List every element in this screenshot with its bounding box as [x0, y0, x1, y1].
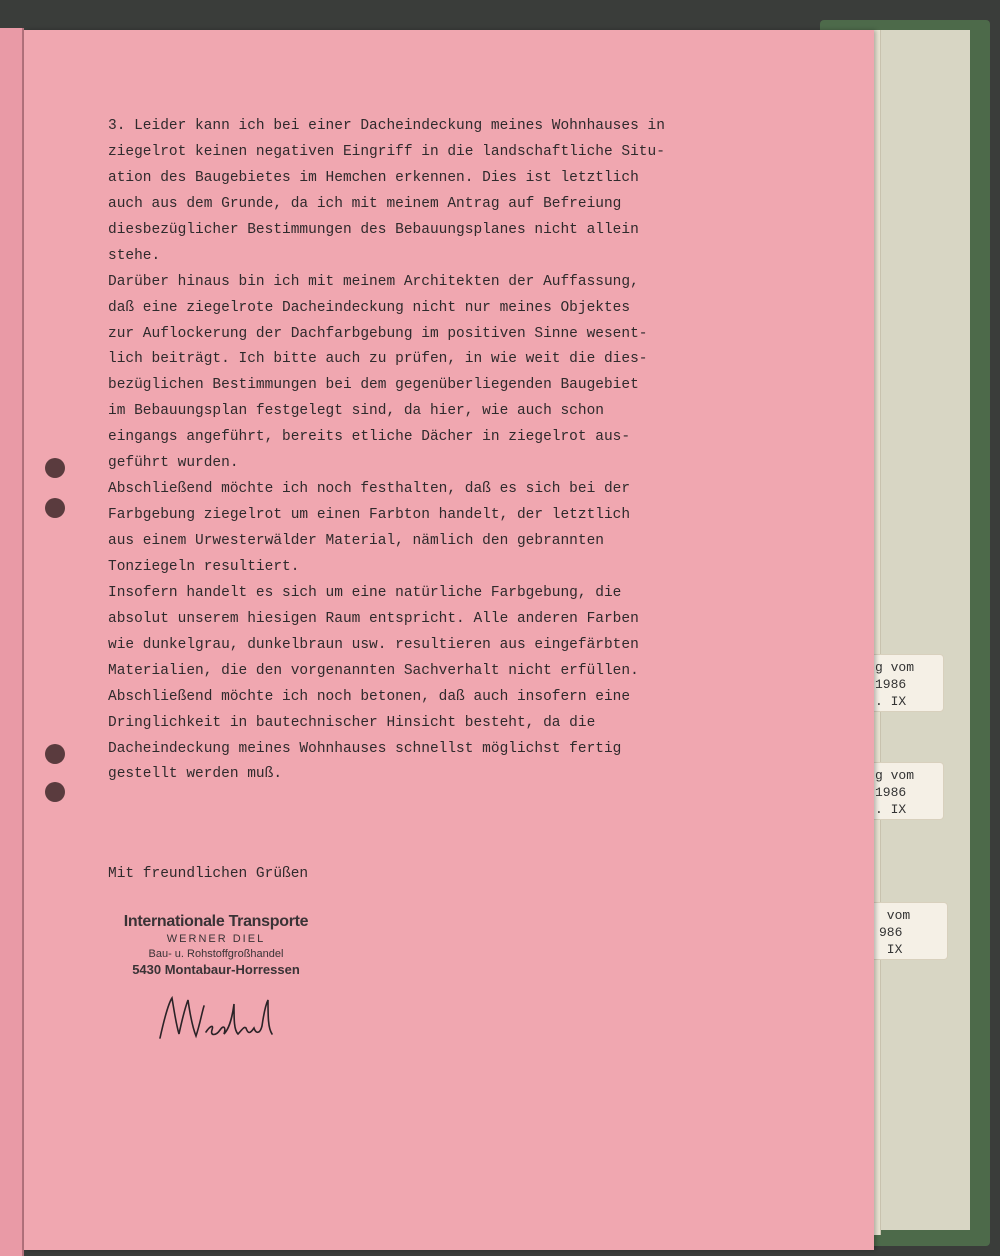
- body-line: diesbezüglicher Bestimmungen des Bebauungsplanes nicht allein: [108, 221, 639, 238]
- body-line: im Bebauungsplan festgelegt sind, da hier, wie auch schon: [108, 403, 604, 420]
- closing-salutation: Mit freundlichen Grüßen: [108, 866, 309, 882]
- body-line: Farbgebung ziegelrot um einen Farbton handelt, der letztlich: [108, 507, 631, 524]
- punch-hole-3: [45, 744, 65, 764]
- body-line: aus einem Urwesterwälder Material, nämlich den gebrannten: [108, 533, 604, 549]
- body-line: Abschließend möchte ich noch festhalten, daß es sich bei der: [108, 481, 631, 498]
- handwritten-signature: [152, 990, 292, 1050]
- index-tab-3[interactable]: vom 986 IX: [870, 902, 948, 960]
- index-tab-2[interactable]: g vom 1986 . IX: [866, 762, 944, 820]
- body-line: bezüglichen Bestimmungen bei dem gegenüberliegenden Baugebiet: [108, 377, 639, 394]
- body-line: stehe.: [108, 247, 161, 264]
- body-line: Dringlichkeit in bautechnischer Hinsicht besteht, da die: [108, 714, 596, 731]
- body-line: geführt wurden.: [108, 455, 239, 472]
- body-line: absolut unserem hiesigen Raum entspricht. Alle anderen Farben: [108, 610, 639, 627]
- body-line: wie dunkelgrau, dunkelbraun usw. resultieren aus eingefärbten: [108, 636, 639, 653]
- body-line: daß eine ziegelrote Dacheindeckung nicht nur meines Objektes: [108, 299, 631, 316]
- letter-body: [108, 114, 708, 788]
- stamp-owner-name: WERNER DIEL: [166, 933, 266, 945]
- company-stamp: [116, 912, 316, 978]
- punch-hole-1: [45, 458, 65, 478]
- stamp-company-name: Internationale Transporte: [123, 913, 309, 930]
- body-line: Abschließend möchte ich noch betonen, daß auch insofern eine: [108, 688, 631, 705]
- stamp-address: 5430 Montabaur-Horressen: [132, 962, 300, 977]
- body-line: Dacheindeckung meines Wohnhauses schnellst möglichst fertig: [108, 740, 622, 757]
- punch-hole-2: [45, 498, 65, 518]
- body-line: ation des Baugebietes im Hemchen erkennen. Dies ist letztlich: [108, 169, 639, 186]
- body-line: ziegelrot keinen negativen Eingriff in die landschaftliche Situ-: [108, 143, 665, 160]
- body-line: Darüber hinaus bin ich mit meinem Architekten der Auffassung,: [108, 273, 639, 290]
- left-page-edge: [0, 28, 24, 1256]
- body-line: gestellt werden muß.: [108, 766, 283, 783]
- body-line: Insofern handelt es sich um eine natürliche Farbgebung, die: [108, 584, 622, 601]
- body-line: lich beiträgt. Ich bitte auch zu prüfen, in wie weit die dies-: [108, 351, 648, 368]
- punch-hole-4: [45, 782, 65, 802]
- body-line: auch aus dem Grunde, da ich mit meinem Antrag auf Befreiung: [108, 195, 622, 212]
- stamp-business-type: Bau- u. Rohstoffgroßhandel: [148, 948, 284, 960]
- body-line: eingangs angeführt, bereits etliche Dächer in ziegelrot aus-: [108, 429, 631, 446]
- body-line: zur Auflockerung der Dachfarbgebung im positiven Sinne wesent-: [108, 325, 648, 342]
- body-line: Tonziegeln resultiert.: [108, 558, 300, 575]
- body-line: Materialien, die den vorgenannten Sachverhalt nicht erfüllen.: [108, 662, 639, 679]
- body-line: 3. Leider kann ich bei einer Dacheindeckung meines Wohnhauses in: [108, 118, 665, 134]
- index-tab-1[interactable]: g vom 1986 . IX: [866, 654, 944, 712]
